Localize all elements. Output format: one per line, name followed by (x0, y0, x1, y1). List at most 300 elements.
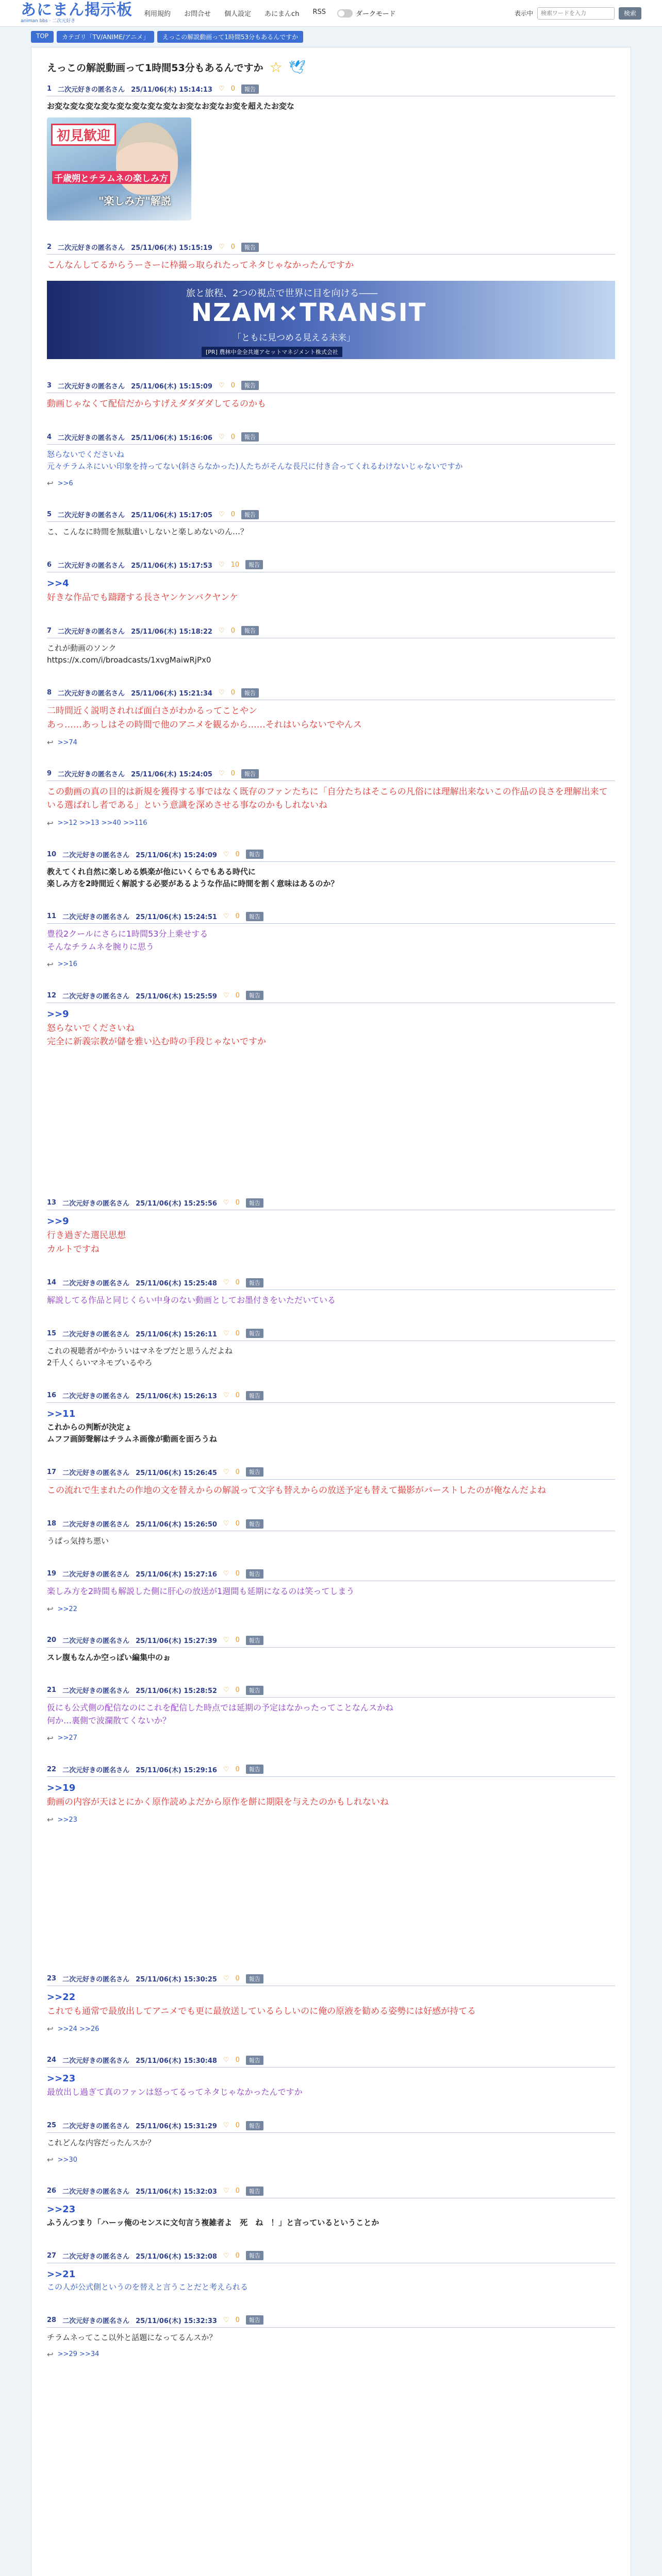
post-number[interactable]: 24 (47, 2056, 57, 2064)
post-author: 二次元好きの匿名さん (58, 628, 125, 636)
post-divider (47, 2327, 615, 2328)
post-number[interactable]: 1 (47, 85, 52, 93)
post-date: 25/11/06(木) 15:25:48 (136, 1280, 217, 1288)
reply-links[interactable]: >>24 >>26 (57, 2025, 100, 2033)
post-date: 25/11/06(木) 15:17:05 (131, 512, 212, 520)
reply-anchor-link[interactable]: >>11 (47, 1409, 76, 1420)
post-body (47, 704, 615, 732)
toggle-switch-icon[interactable] (337, 9, 353, 18)
report-button[interactable]: 報告 (246, 1467, 263, 1477)
post (31, 1685, 631, 1743)
post-number[interactable]: 15 (47, 1329, 57, 1337)
post (31, 769, 631, 828)
post-author: 二次元好きの匿名さん (62, 1976, 130, 1984)
post-number[interactable]: 5 (47, 511, 52, 519)
report-button[interactable]: 報告 (241, 626, 259, 635)
post-author: 二次元好きの匿名さん (62, 2188, 130, 2196)
report-button[interactable]: 報告 (246, 2187, 263, 2196)
post-date: 25/11/06(木) 15:14:13 (131, 86, 212, 94)
post (31, 1635, 631, 1664)
post-body (47, 397, 615, 411)
post (31, 1765, 631, 1824)
reply-list (47, 2350, 615, 2359)
like-icon[interactable]: ♡ (223, 1329, 229, 1337)
like-icon[interactable]: ♡ (223, 2122, 229, 2130)
breadcrumb-category[interactable]: カテゴリ「TV/ANIME/アニメ」 (57, 31, 154, 43)
like-icon[interactable]: ♡ (218, 85, 225, 93)
post-text: こ、こんなに時間を無駄遣いしないと楽しめないのん…？ (47, 527, 249, 537)
ad-title: NZAM×TRANSIT (191, 298, 427, 327)
post-number[interactable]: 3 (47, 381, 52, 389)
like-icon[interactable]: ♡ (218, 770, 225, 778)
post-meta (47, 84, 615, 94)
reply-links[interactable]: >>27 (57, 1734, 77, 1742)
like-icon[interactable]: ♡ (223, 850, 229, 858)
post-author: 二次元好きの匿名さん (62, 851, 130, 859)
post-number[interactable]: 22 (47, 1765, 57, 1773)
main-nav (144, 8, 326, 18)
post-author: 二次元好きの匿名さん (58, 512, 125, 520)
post-meta (47, 1467, 615, 1477)
like-count: 0 (235, 1329, 240, 1337)
post (31, 1278, 631, 1307)
site-logo[interactable] (21, 3, 133, 24)
like-icon[interactable]: ♡ (223, 1765, 229, 1773)
post-number[interactable]: 4 (47, 433, 52, 441)
reply-links[interactable]: >>30 (57, 2156, 77, 2164)
post (31, 1974, 631, 2033)
like-count: 0 (235, 1392, 240, 1400)
reply-links[interactable]: >>16 (57, 960, 77, 969)
reply-links[interactable]: >>22 (57, 1605, 77, 1613)
post-meta (47, 381, 615, 391)
post-meta (47, 242, 615, 252)
post-number[interactable]: 17 (47, 1468, 57, 1476)
logo-text: あにまん掲示板 (21, 1, 133, 19)
like-icon[interactable]: ♡ (218, 243, 225, 251)
post-meta (47, 850, 615, 859)
post-divider (47, 2132, 615, 2133)
like-icon[interactable]: ♡ (223, 1279, 229, 1287)
like-icon[interactable]: ♡ (223, 1686, 229, 1694)
post-date: 25/11/06(木) 15:31:29 (136, 2123, 217, 2131)
reply-anchor-link[interactable]: >>4 (47, 578, 69, 589)
post-author: 二次元好きの匿名さん (62, 2252, 130, 2261)
post-author: 二次元好きの匿名さん (58, 86, 125, 94)
reply-anchor-link[interactable]: >>22 (47, 1992, 76, 2003)
post-meta (47, 1278, 615, 1287)
post-number[interactable]: 21 (47, 1686, 57, 1694)
thread-title: えっこの解説動画って1時間53分もあるんですか (47, 62, 263, 74)
report-button[interactable]: 報告 (246, 2056, 263, 2065)
post-number[interactable]: 11 (47, 912, 57, 921)
post-body (47, 2137, 615, 2149)
post-author: 二次元好きの匿名さん (62, 1330, 130, 1338)
post-divider (47, 1697, 615, 1698)
reply-anchor-link[interactable]: >>9 (47, 1008, 69, 1020)
nav-terms[interactable]: 利用規約 (144, 10, 171, 18)
like-count: 0 (235, 1765, 240, 1773)
display-label: 表示中 (514, 10, 533, 17)
like-icon[interactable]: ♡ (218, 433, 225, 441)
post-body (47, 1585, 615, 1598)
post-body (47, 1535, 615, 1547)
post-body (47, 100, 615, 112)
report-button[interactable]: 報告 (241, 84, 259, 94)
like-count: 0 (235, 850, 240, 858)
thread-container (31, 47, 631, 2576)
post-number[interactable]: 20 (47, 1636, 57, 1645)
like-icon[interactable]: ♡ (223, 912, 229, 921)
post-number[interactable]: 13 (47, 1199, 57, 1207)
logo-subtext: animan bbs · 二次元好き (21, 19, 76, 24)
post-meta (47, 1635, 615, 1645)
post-meta (47, 991, 615, 1001)
post-date: 25/11/06(木) 15:27:16 (136, 1571, 217, 1579)
report-button[interactable]: 報告 (241, 432, 259, 442)
report-button[interactable]: 報告 (246, 1765, 263, 1774)
like-icon[interactable]: ♡ (223, 1520, 229, 1528)
post-text: 教えてくれ自然に楽しめる娯楽が他にいくらでもある時代に 楽しみ方を2時間近く解説する必要があるような作品に時間を割く意味はあるのか？ (47, 867, 339, 889)
like-count: 0 (230, 689, 235, 697)
reply-arrow-icon: ↩ (47, 479, 54, 488)
reply-list (47, 479, 615, 488)
reply-anchor-link[interactable]: >>9 (47, 1216, 69, 1227)
like-icon[interactable]: ♡ (218, 626, 225, 635)
post-body (47, 1652, 615, 1664)
report-button[interactable]: 報告 (241, 381, 259, 390)
reply-arrow-icon: ↩ (47, 1815, 54, 1825)
like-icon[interactable]: ♡ (223, 1636, 229, 1645)
report-button[interactable]: 報告 (246, 1519, 263, 1529)
like-count: 0 (235, 1686, 240, 1694)
post-date: 25/11/06(木) 15:15:09 (131, 382, 212, 391)
post-divider (47, 254, 615, 255)
report-button[interactable]: 報告 (245, 560, 263, 569)
post-author: 二次元好きの匿名さん (62, 1637, 130, 1646)
post-number[interactable]: 25 (47, 2122, 57, 2130)
post-author: 二次元好きの匿名さん (62, 2123, 130, 2131)
like-count: 0 (230, 770, 235, 778)
like-count: 0 (230, 381, 235, 389)
post-text: これからの判断が決定ょ ムフフ画師聲解はチラムネ画像が動画を面ろうね (47, 1422, 217, 1444)
post-text: スレ腹もなんか空っぽい編集中のぉ (47, 1653, 171, 1663)
post-divider (47, 1402, 615, 1403)
report-button[interactable]: 報告 (241, 688, 259, 698)
post-number[interactable]: 12 (47, 991, 57, 999)
like-icon[interactable]: ♡ (223, 1392, 229, 1400)
post-date: 25/11/06(木) 15:29:16 (136, 1766, 217, 1774)
post-text: ふうんつまり「ハーッ俺のセンスに文句言う複雑者よ 死 ね ！」と言っているということか (47, 2218, 379, 2228)
post-text: これの視聴者がやかういはマネをブだと思うんだよね 2千人くらいマネモブいるやろ (47, 1346, 233, 1368)
post-text: 怒らないでくださいね 元々チラムネにいい印象を持ってない(斜さらなかった)人たちがそんな長尺に付き合ってくれるわけないじゃないですか (47, 449, 463, 471)
post-body (47, 2202, 615, 2229)
like-icon[interactable]: ♡ (223, 1199, 229, 1207)
post-date: 25/11/06(木) 15:21:34 (131, 690, 212, 698)
like-count: 0 (235, 991, 240, 999)
post-meta (47, 1685, 615, 1695)
reply-links[interactable]: >>29 >>34 (57, 2350, 100, 2359)
post-text: 怒らないでくださいね 完全に新義宗教が儲を雅い込む時の手段じゃないですか (47, 1023, 266, 1047)
post-number[interactable]: 23 (47, 1975, 57, 1983)
post (31, 850, 631, 890)
site-header (0, 0, 662, 27)
post-date: 25/11/06(木) 15:25:59 (136, 992, 217, 1001)
like-icon[interactable]: ♡ (223, 2056, 229, 2064)
post-body (47, 577, 615, 604)
reply-anchor-link[interactable]: >>21 (47, 2268, 76, 2280)
post-meta (47, 1974, 615, 1984)
post (31, 1519, 631, 1547)
post (31, 911, 631, 969)
like-count: 0 (235, 1199, 240, 1207)
post-divider (47, 1776, 615, 1777)
dark-mode-toggle[interactable] (337, 8, 395, 18)
report-button[interactable]: 報告 (246, 1636, 263, 1645)
post-meta (47, 1391, 615, 1400)
post-body (47, 785, 615, 812)
reply-list (47, 2155, 615, 2164)
post-thumbnail-image[interactable] (47, 117, 191, 221)
like-icon[interactable]: ♡ (223, 2251, 229, 2260)
reply-links[interactable]: >>12 >>13 >>40 >>116 (57, 819, 147, 827)
reply-links[interactable]: >>74 (57, 738, 77, 747)
like-count: 0 (235, 1468, 240, 1476)
post-meta (47, 1519, 615, 1529)
reply-arrow-icon: ↩ (47, 2349, 54, 2359)
post-meta (47, 432, 615, 442)
post-body (47, 866, 615, 890)
post-meta (47, 510, 615, 519)
post-number[interactable]: 18 (47, 1520, 57, 1528)
post-author: 二次元好きの匿名さん (62, 1687, 130, 1696)
reply-links[interactable]: >>23 (57, 1816, 77, 1824)
like-icon[interactable]: ♡ (223, 1975, 229, 1983)
post-body (47, 526, 615, 538)
post-body (47, 1345, 615, 1369)
post-date: 25/11/06(木) 15:26:11 (136, 1330, 217, 1338)
post-date: 25/11/06(木) 15:32:33 (136, 2317, 217, 2325)
post (31, 1569, 631, 1614)
post (31, 991, 631, 1049)
post-number[interactable]: 7 (47, 626, 52, 635)
post-date: 25/11/06(木) 15:32:08 (136, 2252, 217, 2261)
post-body (47, 1990, 615, 2018)
post-text: これが動画のソンク https://x.com/i/broadcasts/1xvgMaiwRjPx0 (47, 643, 211, 665)
report-button[interactable]: 報告 (246, 2121, 263, 2130)
like-count: 0 (235, 1570, 240, 1578)
post-author: 二次元好きの匿名さん (58, 690, 125, 698)
post-date: 25/11/06(木) 15:30:48 (136, 2057, 217, 2065)
like-icon[interactable]: ♡ (223, 1570, 229, 1578)
report-button[interactable]: 報告 (246, 850, 263, 859)
like-count: 0 (235, 2251, 240, 2260)
report-button[interactable]: 報告 (246, 2251, 263, 2260)
post-number[interactable]: 27 (47, 2251, 57, 2260)
post-text: 最放出し過ぎて真のファンは怒ってるってネタじゃなかったんですか (47, 2087, 303, 2097)
thumbnail-caption-main: "楽しみ方"解説 (98, 195, 171, 208)
like-count: 0 (230, 243, 235, 251)
post-number[interactable]: 26 (47, 2187, 57, 2195)
post-meta (47, 1329, 615, 1338)
reply-arrow-icon: ↩ (47, 959, 54, 969)
like-icon[interactable]: ♡ (223, 2316, 229, 2324)
post-text: チラムネってここ以外と話題になってるんスか？ (47, 2332, 217, 2342)
post-body (47, 259, 615, 272)
post-text: お変な変な変な変な変な変な変な変なお変なお変なお変を超えたお変な (47, 101, 295, 111)
post-number[interactable]: 19 (47, 1570, 57, 1578)
post-body (47, 1407, 615, 1445)
report-button[interactable]: 報告 (241, 510, 259, 519)
like-icon[interactable]: ♡ (218, 511, 225, 519)
post (31, 1198, 631, 1256)
report-button[interactable]: 報告 (246, 2315, 263, 2325)
thumbnail-caption: 千歳朔とチラムネの楽しみ方 (52, 171, 170, 184)
post-text: 豊役2クールにさらに1時間53分上乗せする そんなチラムネを腕りに思う (47, 929, 208, 952)
thumbnail-badge-text: 初見歓迎 (51, 124, 116, 146)
post-text: 動画じゃなくて配信だからすげえダダダダしてるのかも (47, 398, 266, 409)
reply-anchor-link[interactable]: >>23 (47, 2204, 76, 2215)
like-count: 0 (235, 1279, 240, 1287)
character-face-shape (116, 123, 178, 195)
post-text: この人が公式側というのを替えと言うことだと考えられる (47, 2282, 249, 2292)
report-button[interactable]: 報告 (246, 991, 263, 1000)
post-body (47, 1007, 615, 1049)
breadcrumb-top[interactable]: TOP (31, 31, 54, 43)
post-author: 二次元好きの匿名さん (62, 1280, 130, 1288)
post-divider (47, 444, 615, 445)
post-divider (47, 923, 615, 924)
report-button[interactable]: 報告 (246, 1569, 263, 1579)
post-meta (47, 1198, 615, 1208)
report-button[interactable]: 報告 (246, 1391, 263, 1400)
like-icon[interactable]: ♡ (218, 561, 225, 569)
reply-anchor-link[interactable]: >>19 (47, 1782, 76, 1793)
post-author: 二次元好きの匿名さん (62, 992, 130, 1001)
report-button[interactable]: 報告 (246, 912, 263, 921)
search-input[interactable] (537, 7, 615, 20)
reply-arrow-icon: ↩ (47, 2024, 54, 2034)
report-button[interactable]: 報告 (246, 1198, 263, 1208)
search-area (515, 7, 641, 20)
like-icon[interactable]: ♡ (223, 2187, 229, 2195)
post-divider (47, 1647, 615, 1648)
post-date: 25/11/06(木) 15:15:19 (131, 244, 212, 252)
like-icon[interactable]: ♡ (223, 991, 229, 999)
post-body (47, 1294, 615, 1307)
post-number[interactable]: 16 (47, 1392, 57, 1400)
favorite-star-icon[interactable]: ☆ (269, 59, 283, 76)
report-button[interactable]: 報告 (246, 1686, 263, 1695)
post-meta (47, 688, 615, 698)
like-count: 0 (235, 2056, 240, 2064)
report-button[interactable]: 報告 (246, 1974, 263, 1984)
post-text: 解説してる作品と同じくらい中身のない動画としてお墨付きをいただいている (47, 1295, 336, 1306)
post-meta (47, 1765, 615, 1774)
advertisement-banner[interactable] (47, 281, 615, 359)
post-number[interactable]: 9 (47, 770, 52, 778)
post-meta (47, 2315, 615, 2325)
share-bird-icon[interactable]: 🕊 (288, 59, 306, 75)
post-number[interactable]: 8 (47, 689, 52, 697)
post-number[interactable]: 14 (47, 1279, 57, 1287)
post (31, 381, 631, 411)
post-number[interactable]: 2 (47, 243, 52, 251)
post-date: 25/11/06(木) 15:17:53 (131, 562, 212, 570)
post-date: 25/11/06(木) 15:24:05 (131, 771, 212, 779)
report-button[interactable]: 報告 (241, 769, 259, 778)
post-meta (47, 2251, 615, 2261)
reply-anchor-link[interactable]: >>23 (47, 2073, 76, 2084)
post-body (47, 449, 615, 473)
post-author: 二次元好きの匿名さん (62, 2317, 130, 2325)
post (31, 432, 631, 488)
like-count: 0 (230, 85, 235, 93)
post-body (47, 2332, 615, 2344)
post-body (47, 1484, 615, 1497)
post-body (47, 2072, 615, 2099)
post-number[interactable]: 6 (47, 561, 52, 569)
post (31, 2121, 631, 2164)
ad-sponsor: [PR] 農林中金全共連アセットマネジメント株式会社 (202, 347, 342, 357)
post-text: この流れで生まれたの作地の文を替えからの解説って文字も替えからの放送予定も替えて撮影がバーストしたのが俺なんだよね (47, 1485, 547, 1496)
post-date: 25/11/06(木) 15:28:52 (136, 1687, 217, 1696)
post-number[interactable]: 28 (47, 2316, 57, 2324)
reply-links[interactable]: >>6 (57, 479, 73, 487)
report-button[interactable]: 報告 (246, 1329, 263, 1338)
post-divider (47, 1479, 615, 1480)
post-date: 25/11/06(木) 15:25:56 (136, 1200, 217, 1208)
search-button[interactable]: 検索 (619, 7, 641, 20)
post-text: 楽しみ方を2時間も解説した側に肝心の放送が1週間も延期になるのは笑ってしまう (47, 1586, 355, 1597)
report-button[interactable]: 報告 (241, 243, 259, 252)
post-author: 二次元好きの匿名さん (58, 562, 125, 570)
post-number[interactable]: 10 (47, 850, 57, 858)
ad-subtitle: 「ともに見つめる見える未来」 (233, 332, 355, 343)
reply-list (47, 1604, 615, 1614)
reply-arrow-icon: ↩ (47, 1733, 54, 1743)
dark-mode-label: ダークモード (355, 10, 396, 18)
post (31, 2055, 631, 2099)
post-date: 25/11/06(木) 15:27:39 (136, 1637, 217, 1646)
thread-header (31, 47, 631, 84)
nav-rss[interactable]: RSS (312, 8, 326, 16)
post (31, 2315, 631, 2359)
reply-list (47, 1734, 615, 1743)
report-button[interactable]: 報告 (246, 1278, 263, 1287)
reply-arrow-icon: ↩ (47, 2155, 54, 2165)
reply-arrow-icon: ↩ (47, 818, 54, 828)
post-date: 25/11/06(木) 15:26:13 (136, 1393, 217, 1401)
post-list (31, 84, 631, 2359)
post-meta (47, 2055, 615, 2065)
nav-settings[interactable]: 個人設定 (224, 10, 252, 18)
breadcrumb-thread[interactable]: えっこの解説動画って1時間53分もあるんですか (157, 31, 303, 43)
post (31, 510, 631, 538)
post (31, 626, 631, 667)
post-date: 25/11/06(木) 15:24:09 (136, 851, 217, 859)
nav-animanch[interactable]: あにまんch (264, 10, 300, 18)
post-date: 25/11/06(木) 15:32:03 (136, 2188, 217, 2196)
like-icon[interactable]: ♡ (218, 381, 225, 389)
like-icon[interactable]: ♡ (218, 689, 225, 697)
post-author: 二次元好きの匿名さん (58, 771, 125, 779)
like-icon[interactable]: ♡ (223, 1468, 229, 1476)
post-date: 25/11/06(木) 15:26:45 (136, 1469, 217, 1477)
post-date: 25/11/06(木) 15:18:22 (131, 628, 212, 636)
nav-contact[interactable]: お問合せ (184, 10, 211, 18)
reply-arrow-icon: ↩ (47, 738, 54, 748)
